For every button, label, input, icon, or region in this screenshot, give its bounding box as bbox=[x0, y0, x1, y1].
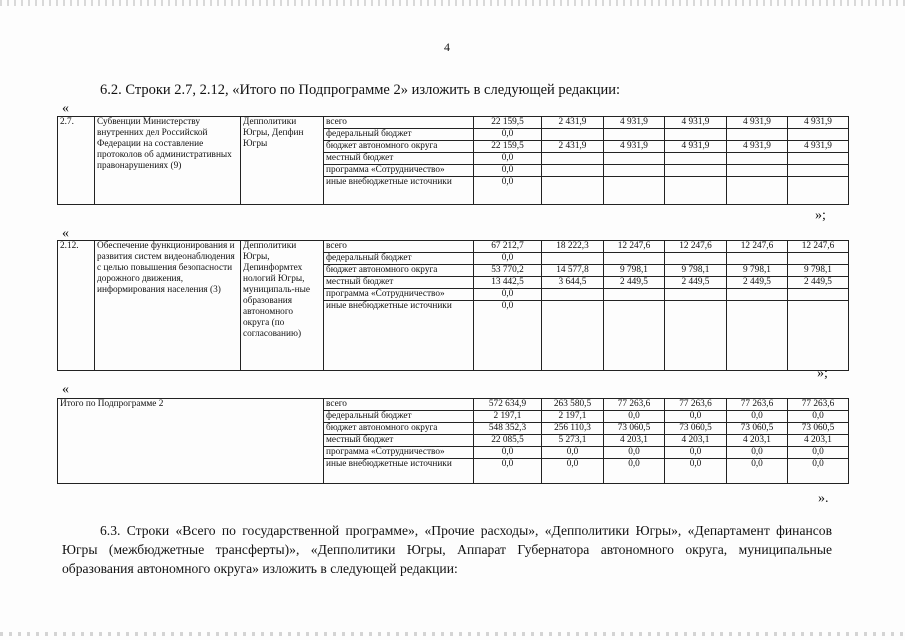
funding-source-cell: местный бюджет bbox=[324, 153, 474, 165]
funding-source-cell: федеральный бюджет bbox=[324, 411, 474, 423]
measure-name-cell: Субвенции Министерству внутренних дел Российской Федерации на составление протоколов об административных правонарушениях (9) bbox=[95, 117, 241, 205]
amount-cell: 18 222,3 bbox=[542, 241, 604, 253]
funding-source-cell: иные внебюджетные источники bbox=[324, 177, 474, 205]
table-row bbox=[58, 399, 849, 411]
row-number-cell: 2.12. bbox=[58, 241, 95, 371]
funding-source-cell: федеральный бюджет bbox=[324, 129, 474, 141]
paragraph-6-3: 6.3. Строки «Всего по государственной программе», «Прочие расходы», «Депполитики Югры», «Департамент финансов Югры (межбюджетные трансферты)», «Депполитики Югры, Аппарат Губернатора автономного округа, муниципальные образования автономного округа» изложить в следующей редакции: bbox=[62, 523, 832, 576]
funding-source-cell: бюджет автономного округа bbox=[324, 265, 474, 277]
amount-cell: 0,0 bbox=[604, 459, 665, 484]
amount-cell bbox=[604, 165, 665, 177]
funding-source-cell: иные внебюджетные источники bbox=[324, 301, 474, 371]
amount-cell: 77 263,6 bbox=[604, 399, 665, 411]
amount-cell: 9 798,1 bbox=[665, 265, 727, 277]
amount-cell: 4 203,1 bbox=[665, 435, 727, 447]
funding-source-cell: бюджет автономного округа bbox=[324, 423, 474, 435]
amount-cell: 0,0 bbox=[542, 459, 604, 484]
amount-cell: 2 449,5 bbox=[788, 277, 849, 289]
amount-cell: 263 580,5 bbox=[542, 399, 604, 411]
table-body bbox=[58, 399, 849, 484]
amount-cell bbox=[727, 301, 788, 371]
amount-cell: 0,0 bbox=[727, 411, 788, 423]
amount-cell: 256 110,3 bbox=[542, 423, 604, 435]
amount-cell bbox=[727, 165, 788, 177]
amount-cell bbox=[542, 253, 604, 265]
amount-cell: 4 931,9 bbox=[727, 141, 788, 153]
amount-cell: 2 431,9 bbox=[542, 141, 604, 153]
amount-cell: 2 197,1 bbox=[474, 411, 542, 423]
amount-cell: 0,0 bbox=[542, 447, 604, 459]
amount-cell: 73 060,5 bbox=[604, 423, 665, 435]
page-number: 4 bbox=[444, 40, 450, 54]
table-total-subprogram-2 bbox=[57, 398, 849, 484]
amount-cell bbox=[788, 129, 849, 141]
amount-cell bbox=[665, 301, 727, 371]
amount-cell: 9 798,1 bbox=[788, 265, 849, 277]
amount-cell: 2 449,5 bbox=[727, 277, 788, 289]
row-number-cell: 2.7. bbox=[58, 117, 95, 205]
close-quote-3: ». bbox=[818, 491, 829, 506]
amount-cell bbox=[542, 177, 604, 205]
amount-cell: 0,0 bbox=[474, 165, 542, 177]
amount-cell bbox=[665, 177, 727, 205]
open-quote-1: « bbox=[62, 101, 69, 116]
funding-source-cell: иные внебюджетные источники bbox=[324, 459, 474, 484]
amount-cell: 73 060,5 bbox=[665, 423, 727, 435]
funding-source-cell: всего bbox=[324, 117, 474, 129]
amount-cell: 0,0 bbox=[474, 289, 542, 301]
amount-cell: 4 931,9 bbox=[665, 141, 727, 153]
amount-cell: 4 203,1 bbox=[788, 435, 849, 447]
amount-cell: 9 798,1 bbox=[727, 265, 788, 277]
scan-artifact-bottom bbox=[0, 632, 905, 636]
funding-source-cell: программа «Сотрудничество» bbox=[324, 165, 474, 177]
amount-cell: 4 931,9 bbox=[665, 117, 727, 129]
amount-cell: 2 449,5 bbox=[604, 277, 665, 289]
amount-cell bbox=[727, 129, 788, 141]
amount-cell: 53 770,2 bbox=[474, 265, 542, 277]
amount-cell: 0,0 bbox=[788, 411, 849, 423]
funding-source-cell: местный бюджет bbox=[324, 277, 474, 289]
close-quote-1: »; bbox=[815, 208, 826, 223]
funding-source-cell: федеральный бюджет bbox=[324, 253, 474, 265]
amount-cell bbox=[665, 289, 727, 301]
amount-cell bbox=[788, 301, 849, 371]
amount-cell bbox=[788, 289, 849, 301]
funding-source-cell: программа «Сотрудничество» bbox=[324, 447, 474, 459]
amount-cell: 5 273,1 bbox=[542, 435, 604, 447]
amount-cell bbox=[727, 153, 788, 165]
measure-name-cell: Обеспечение функционирования и развития систем видеонаблюдения с целью повышения безопасности дорожного движения, информирования населения (3) bbox=[95, 241, 241, 371]
open-quote-3: « bbox=[62, 382, 69, 397]
amount-cell: 67 212,7 bbox=[474, 241, 542, 253]
table-row-2-7 bbox=[57, 116, 849, 205]
amount-cell bbox=[604, 153, 665, 165]
amount-cell bbox=[665, 129, 727, 141]
amount-cell: 0,0 bbox=[727, 447, 788, 459]
amount-cell: 4 931,9 bbox=[727, 117, 788, 129]
amount-cell: 77 263,6 bbox=[727, 399, 788, 411]
amount-cell bbox=[542, 129, 604, 141]
funding-source-cell: всего bbox=[324, 241, 474, 253]
amount-cell: 0,0 bbox=[474, 459, 542, 484]
amount-cell: 0,0 bbox=[474, 177, 542, 205]
amount-cell: 77 263,6 bbox=[788, 399, 849, 411]
table-body bbox=[58, 117, 849, 205]
table-row bbox=[58, 117, 849, 129]
funding-source-cell: всего bbox=[324, 399, 474, 411]
amount-cell bbox=[604, 177, 665, 205]
amount-cell bbox=[542, 301, 604, 371]
amount-cell bbox=[604, 253, 665, 265]
amount-cell: 0,0 bbox=[788, 447, 849, 459]
amount-cell: 0,0 bbox=[727, 459, 788, 484]
amount-cell: 12 247,6 bbox=[604, 241, 665, 253]
amount-cell bbox=[665, 153, 727, 165]
amount-cell: 9 798,1 bbox=[604, 265, 665, 277]
section-heading: 6.2. Строки 2.7, 2.12, «Итого по Подпрограмме 2» изложить в следующей редакции: bbox=[100, 82, 621, 98]
amount-cell: 73 060,5 bbox=[788, 423, 849, 435]
amount-cell: 4 931,9 bbox=[604, 141, 665, 153]
amount-cell: 0,0 bbox=[788, 459, 849, 484]
funding-source-cell: программа «Сотрудничество» bbox=[324, 289, 474, 301]
amount-cell bbox=[788, 253, 849, 265]
amount-cell: 12 247,6 bbox=[788, 241, 849, 253]
amount-cell: 0,0 bbox=[665, 459, 727, 484]
amount-cell bbox=[604, 129, 665, 141]
amount-cell: 4 203,1 bbox=[727, 435, 788, 447]
amount-cell: 12 247,6 bbox=[665, 241, 727, 253]
amount-cell: 22 159,5 bbox=[474, 141, 542, 153]
open-quote-2: « bbox=[62, 226, 69, 241]
amount-cell: 73 060,5 bbox=[727, 423, 788, 435]
amount-cell bbox=[788, 153, 849, 165]
amount-cell: 0,0 bbox=[474, 253, 542, 265]
amount-cell: 0,0 bbox=[604, 411, 665, 423]
amount-cell: 2 449,5 bbox=[665, 277, 727, 289]
amount-cell: 22 085,5 bbox=[474, 435, 542, 447]
amount-cell: 13 442,5 bbox=[474, 277, 542, 289]
amount-cell: 2 197,1 bbox=[542, 411, 604, 423]
table-body bbox=[58, 241, 849, 371]
amount-cell bbox=[727, 177, 788, 205]
amount-cell: 0,0 bbox=[474, 153, 542, 165]
table-row bbox=[58, 241, 849, 253]
amount-cell: 22 159,5 bbox=[474, 117, 542, 129]
amount-cell bbox=[665, 165, 727, 177]
amount-cell: 572 634,9 bbox=[474, 399, 542, 411]
amount-cell: 12 247,6 bbox=[727, 241, 788, 253]
funding-source-cell: местный бюджет bbox=[324, 435, 474, 447]
amount-cell: 0,0 bbox=[604, 447, 665, 459]
amount-cell: 4 203,1 bbox=[604, 435, 665, 447]
amount-cell bbox=[542, 289, 604, 301]
amount-cell bbox=[542, 165, 604, 177]
amount-cell bbox=[727, 289, 788, 301]
total-label-cell: Итого по Подпрограмме 2 bbox=[58, 399, 324, 484]
amount-cell bbox=[788, 177, 849, 205]
amount-cell bbox=[727, 253, 788, 265]
amount-cell bbox=[604, 289, 665, 301]
executor-cell: Депполитики Югры, Депинформтех нологий Югры, муниципаль-ные образования автономного округа (по согласованию) bbox=[241, 241, 324, 371]
amount-cell: 4 931,9 bbox=[788, 141, 849, 153]
close-quote-2: »; bbox=[817, 366, 828, 381]
amount-cell: 548 352,3 bbox=[474, 423, 542, 435]
table-row-2-12 bbox=[57, 240, 849, 371]
amount-cell bbox=[665, 253, 727, 265]
amount-cell: 14 577,8 bbox=[542, 265, 604, 277]
amount-cell bbox=[788, 165, 849, 177]
amount-cell: 0,0 bbox=[474, 447, 542, 459]
amount-cell: 0,0 bbox=[474, 129, 542, 141]
amount-cell: 0,0 bbox=[474, 301, 542, 371]
amount-cell: 4 931,9 bbox=[604, 117, 665, 129]
scan-artifact-top bbox=[0, 0, 905, 6]
amount-cell: 0,0 bbox=[665, 411, 727, 423]
amount-cell: 2 431,9 bbox=[542, 117, 604, 129]
amount-cell bbox=[604, 301, 665, 371]
executor-cell: Депполитики Югры, Депфин Югры bbox=[241, 117, 324, 205]
amount-cell bbox=[542, 153, 604, 165]
amount-cell: 0,0 bbox=[665, 447, 727, 459]
funding-source-cell: бюджет автономного округа bbox=[324, 141, 474, 153]
amount-cell: 3 644,5 bbox=[542, 277, 604, 289]
amount-cell: 4 931,9 bbox=[788, 117, 849, 129]
amount-cell: 77 263,6 bbox=[665, 399, 727, 411]
